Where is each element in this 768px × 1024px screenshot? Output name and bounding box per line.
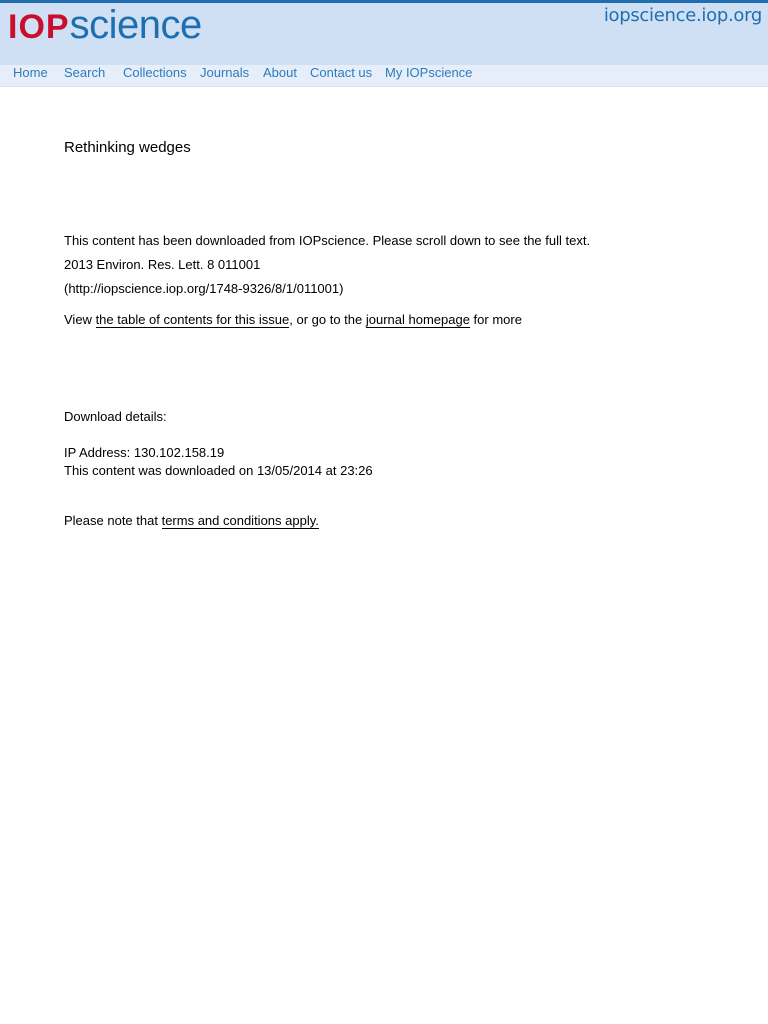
journal-homepage-link[interactable]: journal homepage	[365, 312, 470, 327]
view-prefix: View	[64, 312, 96, 327]
logo-science: science	[69, 3, 202, 47]
nav-item-collections[interactable]: Collections	[123, 65, 187, 80]
logo-iop: IOP	[8, 8, 70, 46]
nav-item-search[interactable]: Search	[64, 65, 106, 80]
terms-and-conditions-link[interactable]: terms and conditions apply.	[161, 513, 319, 528]
article-title: Rethinking wedges	[64, 139, 191, 156]
terms-prefix: Please note that	[64, 513, 162, 528]
iopscience-logo[interactable]	[8, 5, 202, 45]
site-url[interactable]: iopscience.iop.org	[603, 5, 762, 26]
table-of-contents-link[interactable]: the table of contents for this issue	[95, 312, 290, 327]
nav-item-my-iopscience[interactable]: My IOPscience	[385, 65, 473, 80]
view-middle: , or go to the	[289, 312, 366, 327]
nav-item-contact-us[interactable]: Contact us	[310, 65, 373, 80]
view-suffix: for more	[469, 312, 522, 327]
nav-item-home[interactable]: Home	[13, 65, 48, 80]
download-notice: This content has been downloaded from IOPscience. Please scroll down to see the full text.	[64, 233, 591, 248]
article-url: (http://iopscience.iop.org/1748-9326/8/1/011001)	[64, 281, 344, 296]
header-banner	[0, 3, 768, 65]
article-citation: 2013 Environ. Res. Lett. 8 011001	[64, 257, 261, 272]
view-links-line	[64, 312, 522, 328]
nav-bar	[0, 65, 768, 87]
ip-address: IP Address: 130.102.158.19	[64, 445, 225, 460]
terms-line	[64, 513, 319, 529]
download-details-heading: Download details:	[64, 409, 167, 424]
nav-item-about[interactable]: About	[263, 65, 297, 80]
downloaded-on: This content was downloaded on 13/05/2014 at 23:26	[64, 463, 373, 478]
nav-item-journals[interactable]: Journals	[200, 65, 250, 80]
